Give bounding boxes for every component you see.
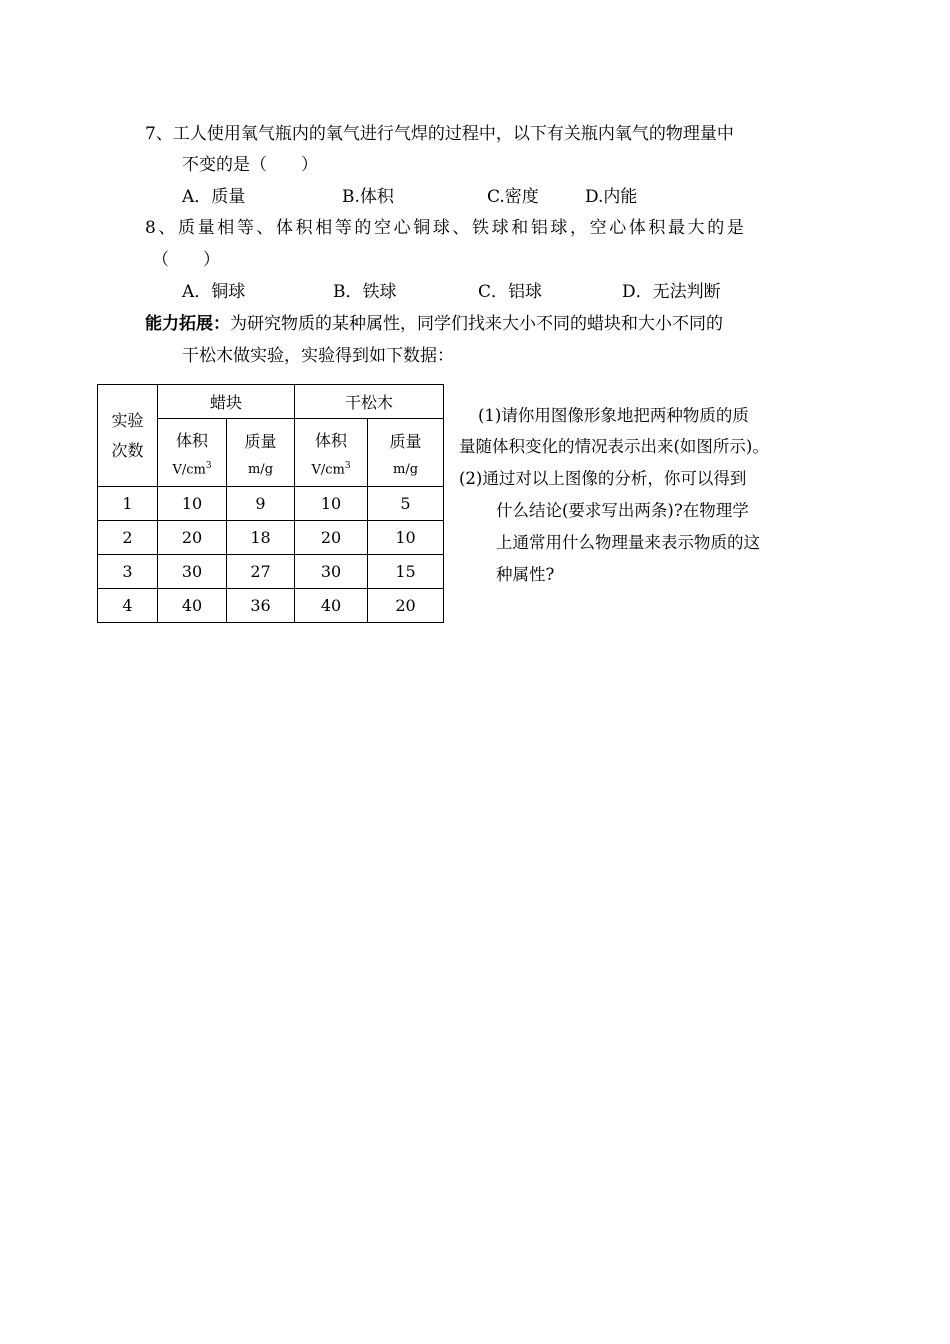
q7-option-a: A．质量 [182,187,246,207]
cell-wax-volume: 40 [158,589,227,623]
cell-trial: 2 [98,521,158,555]
question-2-line2: 什么结论(要求写出两条)?在物理学 [496,501,749,520]
q7-option-d: D.内能 [585,187,638,207]
col-header-pine-volume: 体积 $V/cm^3$ [295,419,368,487]
col-header-wax-volume: 体积 $V/cm^3$ [158,419,227,487]
cell-trial: 4 [98,589,158,623]
q7-stem-line1: 7、工人使用氧气瓶内的氧气进行气焊的过程中，以下有关瓶内氧气的物理量中 [145,124,734,144]
q8-option-c: C．铝球 [478,282,543,302]
cell-wax-mass: 9 [227,487,295,521]
ability-intro: 为研究物质的某种属性，同学们找来大小不同的蜡块和大小不同的 [230,314,723,334]
q7-option-c: C.密度 [487,187,539,207]
q8-stem-line1: 8、质量相等、体积相等的空心铜球、铁球和铝球，空心体积最大的是 [145,218,747,238]
cell-pine-mass: 10 [368,521,444,555]
cell-pine-mass: 5 [368,487,444,521]
question-1-line2: 量随体积变化的情况表示出来(如图所示)。 [459,437,769,456]
cell-pine-mass: 20 [368,589,444,623]
group-header-pine: 干松木 [295,385,444,419]
cell-wax-mass: 36 [227,589,295,623]
ability-heading: 能力拓展： [145,314,230,334]
cell-pine-volume: 30 [295,555,368,589]
table-row [98,589,444,623]
q8-option-b: B．铁球 [333,282,397,302]
ability-line1 [145,316,723,333]
cell-trial: 1 [98,487,158,521]
cell-pine-volume: 40 [295,589,368,623]
experiment-data-table [97,384,444,623]
table-group-header-row [98,385,444,419]
cell-wax-mass: 27 [227,555,295,589]
cell-pine-volume: 20 [295,521,368,555]
q8-option-a: A．铜球 [182,282,246,302]
question-1-line1: (1)请你用图像形象地把两种物质的质 [478,406,749,425]
question-2-line4: 种属性? [496,565,555,584]
q8-option-d: D．无法判断 [622,282,721,302]
table-row [98,555,444,589]
cell-trial: 3 [98,555,158,589]
table-row [98,521,444,555]
q7-option-b: B.体积 [342,187,394,207]
group-header-wax: 蜡块 [158,385,295,419]
cell-wax-mass: 18 [227,521,295,555]
cell-wax-volume: 30 [158,555,227,589]
question-2-line1: (2)通过对以上图像的分析，你可以得到 [459,469,747,488]
q7-stem-line2: 不变的是（ ） [182,155,318,175]
cell-wax-volume: 10 [158,487,227,521]
row-header-trial-count: 实验 次数 [98,385,158,487]
table-row [98,487,444,521]
q8-stem-line2: （ ） [152,250,220,270]
ability-line2: 干松木做实验，实验得到如下数据： [182,346,454,366]
cell-pine-mass: 15 [368,555,444,589]
col-header-wax-mass: 质量 m/g [227,419,295,487]
cell-pine-volume: 10 [295,487,368,521]
cell-wax-volume: 20 [158,521,227,555]
col-header-pine-mass: 质量 m/g [368,419,444,487]
question-2-line3: 上通常用什么物理量来表示物质的这 [496,533,760,552]
